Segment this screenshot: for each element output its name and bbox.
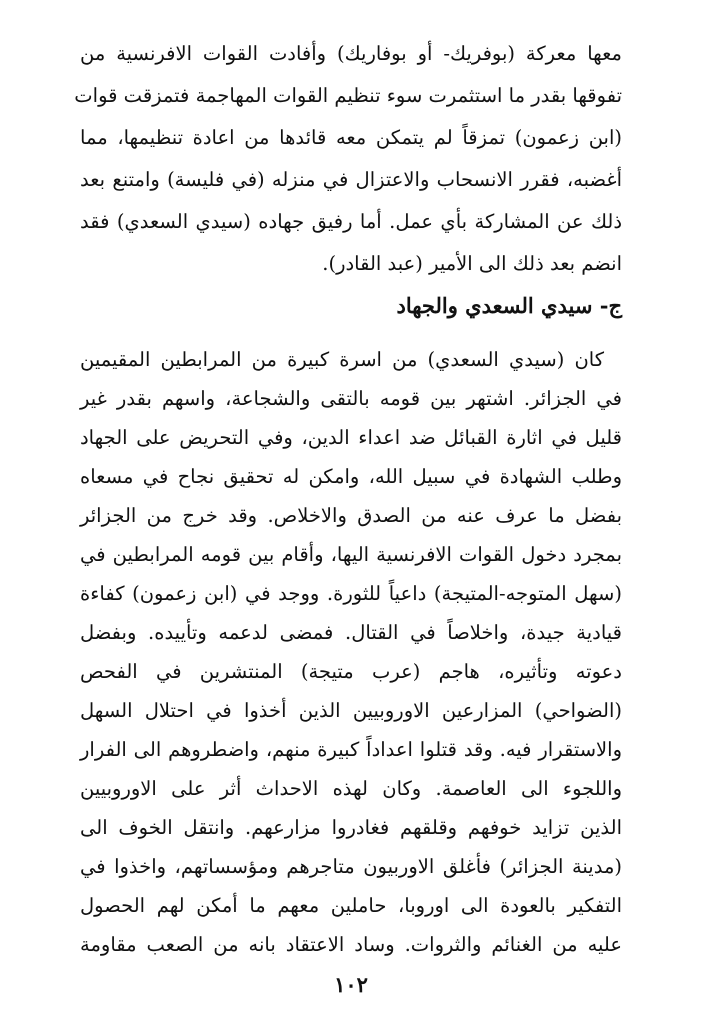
paragraph2-line-5: بفضل ما عرف عنه من الصدق والاخلاص. وقد خرج من الجزائر xyxy=(80,504,622,527)
paragraph2-line-6: بمجرد دخول القوات الافرنسية اليها، وأقام بين قومه المرابطين في xyxy=(80,543,622,566)
paragraph2-line-9: دعوته وتأثيره، هاجم (عرب متيجة) المنتشرين في الفحص xyxy=(80,660,622,683)
paragraph1-line-4: أغضبه، فقرر الانسحاب والاعتزال في منزله (في فليسة) وامتنع بعد xyxy=(80,168,622,191)
paragraph1-line-1: معها معركة (بوفريك- أو بوفاريك) وأفادت القوات الافرنسية من xyxy=(80,42,622,65)
paragraph2-line-12: واللجوء الى العاصمة. وكان لهذه الاحداث أثر على الاوروبيين xyxy=(80,777,622,800)
paragraph2-line-10: (الضواحي) المزارعين الاوروبيين الذين أخذوا في احتلال السهل xyxy=(80,699,622,722)
paragraph2-line-7: (سهل المتوجه-المتيجة) داعياً للثورة. ووجد في (ابن زعمون) كفاءة xyxy=(80,582,622,605)
section-heading: ج- سيدي السعدي والجهاد xyxy=(396,293,622,318)
paragraph1-line-6: انضم بعد ذلك الى الأمير (عبد القادر). xyxy=(322,252,622,275)
paragraph2-line-1: كان (سيدي السعدي) من اسرة كبيرة من المرابطين المقيمين xyxy=(80,348,604,371)
paragraph2-line-13: الذين تزايد خوفهم وقلقهم فغادروا مزارعهم. وانتقل الخوف الى xyxy=(80,816,622,839)
page-number: ١٠٢ xyxy=(334,972,368,997)
paragraph2-line-15: التفكير بالعودة الى اوروبا، حاملين معهم ما أمكن لهم الحصول xyxy=(80,894,622,917)
paragraph2-line-16: عليه من الغنائم والثروات. وساد الاعتقاد بانه من الصعب مقاومة xyxy=(80,933,622,956)
paragraph1-line-2: تفوقها بقدر ما استثمرت سوء تنظيم القوات المهاجمة فتمزقت قوات xyxy=(74,84,622,107)
paragraph2-line-14: (مدينة الجزائر) فأغلق الاوربيون متاجرهم ومؤسساتهم، واخذوا في xyxy=(80,855,622,878)
paragraph2-line-2: في الجزائر. اشتهر بين قومه بالتقى والشجاعة، واسهم بقدر غير xyxy=(80,387,622,410)
paragraph2-line-8: قيادية جيدة، واخلاصاً في القتال. فمضى لدعمه وتأييده. وبفضل xyxy=(80,621,622,644)
paragraph1-line-3: (ابن زعمون) تمزقاً لم يتمكن معه قائدها من اعادة تنظيمها، مما xyxy=(80,126,622,149)
paragraph2-line-4: وطلب الشهادة في سبيل الله، وامكن له تحقيق نجاح في مسعاه xyxy=(80,465,622,488)
paragraph1-line-5: ذلك عن المشاركة بأي عمل. أما رفيق جهاده (سيدي السعدي) فقد xyxy=(80,210,622,233)
paragraph2-line-11: والاستقرار فيه. وقد قتلوا اعداداً كبيرة منهم، واضطروهم الى الفرار xyxy=(80,738,622,761)
paragraph2-line-3: قليل في اثارة القبائل ضد اعداء الدين، وفي التحريض على الجهاد xyxy=(80,426,622,449)
